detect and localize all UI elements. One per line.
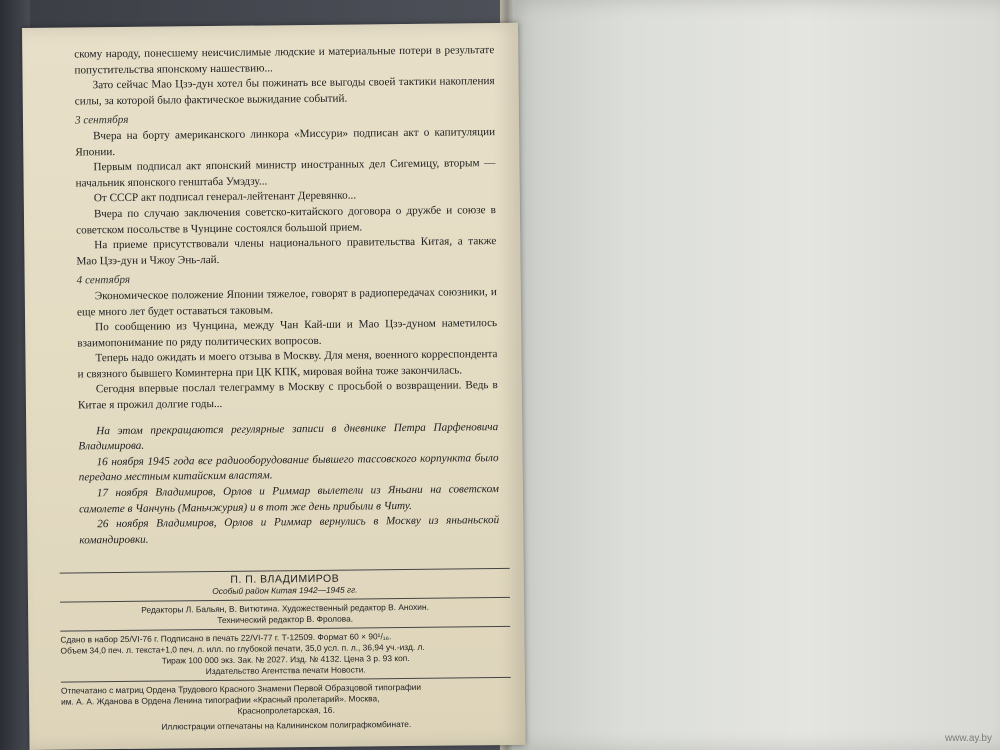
blank-right-page (506, 0, 1000, 750)
printer-details: Отпечатано с матриц Ордена Трудового Красного Знамени Первой Образцовой типографии (60, 681, 422, 696)
book-title: Особый район Китая 1942—1945 гг. (212, 584, 358, 597)
paragraph: На приеме присутствовали члены национального правительства Китая, а также Мао Цзэ-дун и Чжоу Энь-лай. (76, 235, 497, 268)
paragraph: скому народу, понесшему неисчислимые людские и материальные потери в результате попустительства японскому нашествию... (74, 44, 495, 77)
paragraph: Вчера на борту американского линкора «Миссури» подписан акт о капитуляции Японии. (75, 126, 496, 159)
date-heading: 4 сентября (76, 274, 131, 287)
paragraph: От СССР акт подписал генерал-лейтенант Деревянко... (93, 189, 357, 205)
paragraph: Вчера по случаю заключения советско-китайского договора о дружбе и союзе в советском посольстве в Чунцине состоялся большой прием. (76, 203, 496, 236)
paragraph: Теперь надо ожидать и моего отзыва в Москву. Для меня, военного корреспондента и связного бывшего Коминтерна при ЦК КПК, мировая война тоже закончилась. (77, 348, 498, 381)
colophon (60, 565, 512, 734)
paragraph: Сегодня впервые послал телеграмму в Москву с просьбой о возвращении. Ведь в Китае я прожил долгие годы... (77, 379, 498, 412)
afterword-paragraph: На этом прекращаются регулярные записи в дневнике Петра Парфеновича Владимирова. (78, 420, 499, 453)
book-author: П. П. ВЛАДИМИРОВ (230, 572, 340, 586)
illustrations-note: Иллюстрации отпечатаны на Калининском полиграфкомбинате. (161, 718, 412, 732)
printer-details: Краснопролетарская, 16. (237, 704, 335, 716)
tech-editor: Технический редактор В. Фролова. (217, 613, 354, 625)
afterword-paragraph: 26 ноября Владимиров, Орлов и Риммар вернулись в Москву из яньаньской командировки. (79, 514, 500, 547)
left-page (22, 23, 526, 750)
print-details: Объем 34,0 печ. л. текста+1,0 печ. л. илл. по глубокой печати, 35,0 усл. п. л., 36,94 уч.-изд. л. (60, 641, 425, 656)
paragraph: Экономическое положение Японии тяжелое, говорят в радиопередачах союзники, и еще много лет будет оставаться таковым. (76, 285, 497, 318)
paragraph: По сообщению из Чунцина, между Чан Кай-ши и Мао Цзэ-дуном наметилось взаимопонимание по ряду политических вопросов. (77, 317, 498, 350)
editors: Редакторы Л. Бальян, В. Витютина. Художественный редактор В. Анохин. (141, 601, 429, 615)
printer-details: им. А. А. Жданова в Ордена Ленина типографии «Красный пролетарий». Москва, (61, 693, 380, 707)
date-heading: 3 сентября (74, 114, 129, 127)
afterword-paragraph: 17 ноября Владимиров, Орлов и Риммар вылетели из Яньани на советском самолете в Чанчунь (Маньчжурия) и в тот же день прибыли в Читу. (78, 483, 499, 516)
paragraph: Первым подписал акт японский министр иностранных дел Сигемицу, вторым — начальник японского генштаба Умэдзу... (75, 157, 496, 190)
print-details: Сдано в набор 25/VI-76 г. Подписано в печать 22/VI-77 г. Т-12509. Формат 60 × 90¹/₁₆. (60, 631, 392, 645)
diary-text (74, 43, 499, 549)
paragraph: Зато сейчас Мао Цзэ-дун хотел бы пожинать все выгоды своей тактики накопления силы, за которой было фактическое выжидание событий. (74, 75, 495, 108)
site-watermark: www.ay.by (944, 733, 992, 744)
afterword (78, 420, 499, 549)
print-details: Тираж 100 000 экз. Зак. № 2027. Изд. № 4132. Цена 3 р. 93 коп. (161, 652, 410, 666)
publisher: Издательство Агентства печати Новости. (205, 664, 366, 677)
afterword-paragraph: 16 ноября 1945 года все радиооборудование бывшего тассовского корпункта было передано местным китайским властям. (78, 451, 499, 484)
